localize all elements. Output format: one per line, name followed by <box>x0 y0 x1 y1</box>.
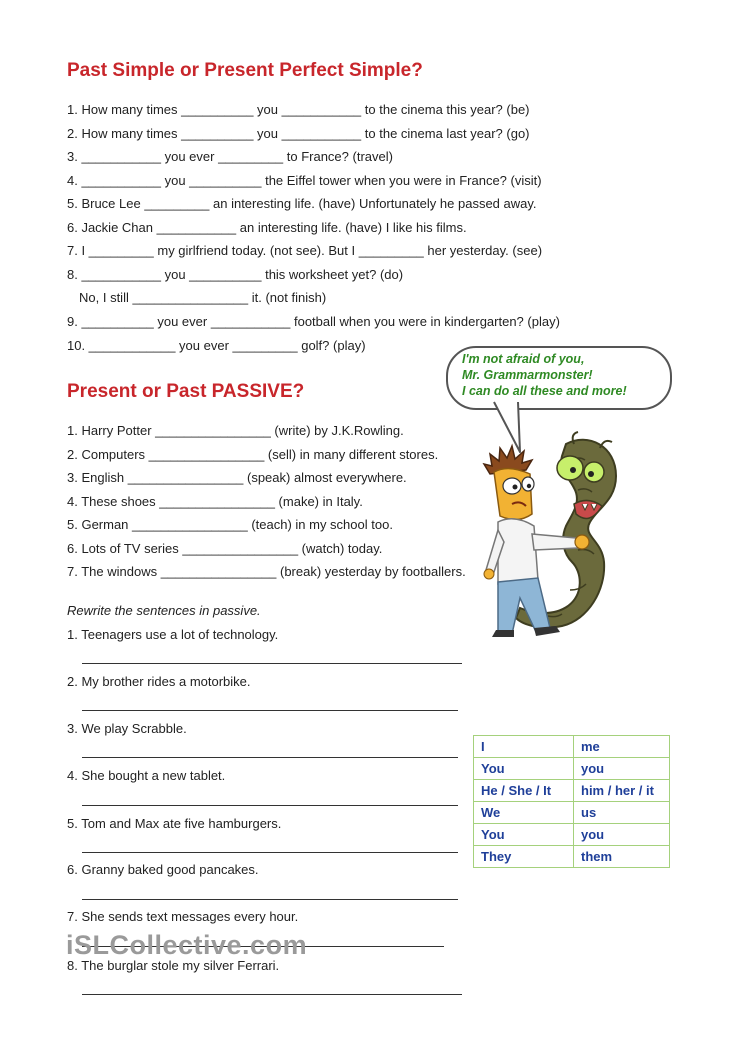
table-row <box>474 736 670 758</box>
exercise1-item: 3. ___________ you ever _________ to France? (travel) <box>67 149 393 164</box>
subject-pronoun: He / She / It <box>474 780 574 802</box>
exercise1-item: 2. How many times __________ you ___________ to the cinema last year? (go) <box>67 126 530 141</box>
exercise1-item: 4. ___________ you __________ the Eiffel tower when you were in France? (visit) <box>67 173 542 188</box>
rewrite-sentence: 5. Tom and Max ate five hamburgers. <box>67 816 282 831</box>
answer-line[interactable] <box>82 852 458 853</box>
speech-line: Mr. Grammarmonster! <box>462 368 593 382</box>
section2-title: Present or Past PASSIVE? <box>67 381 305 402</box>
exercise1-item: 5. Bruce Lee _________ an interesting life. (have) Unfortunately he passed away. <box>67 196 537 211</box>
exercise1-item: 8. ___________ you __________ this worksheet yet? (do) <box>67 267 404 282</box>
section1-title: Past Simple or Present Perfect Simple? <box>67 60 423 81</box>
table-row <box>474 780 670 802</box>
speech-line: I'm not afraid of you, <box>462 352 585 366</box>
table-row <box>474 758 670 780</box>
table-row <box>474 824 670 846</box>
exercise1-item: No, I still ________________ it. (not finish) <box>79 290 327 305</box>
speech-bubble-text <box>462 351 627 399</box>
speech-line: I can do all these and more! <box>462 384 627 398</box>
rewrite-sentence: 8. The burglar stole my silver Ferrari. <box>67 958 280 973</box>
object-pronoun: you <box>574 758 670 780</box>
rewrite-sentence: 2. My brother rides a motorbike. <box>67 674 251 689</box>
exercise2-item: 4. These shoes ________________ (make) in Italy. <box>67 494 363 509</box>
subject-pronoun: You <box>474 824 574 846</box>
exercise2-item: 5. German ________________ (teach) in my school too. <box>67 517 393 532</box>
table-row <box>474 846 670 868</box>
rewrite-sentence: 6. Granny baked good pancakes. <box>67 862 259 877</box>
subject-pronoun: I <box>474 736 574 758</box>
exercise1-item: 1. How many times __________ you ___________ to the cinema this year? (be) <box>67 102 530 117</box>
exercise1-item: 9. __________ you ever ___________ football when you were in kindergarten? (play) <box>67 314 560 329</box>
subject-pronoun: You <box>474 758 574 780</box>
exercise2-item: 1. Harry Potter ________________ (write) by J.K.Rowling. <box>67 423 404 438</box>
object-pronoun: him / her / it <box>574 780 670 802</box>
object-pronoun: you <box>574 824 670 846</box>
subject-pronoun: We <box>474 802 574 824</box>
object-pronoun: me <box>574 736 670 758</box>
exercise2-item: 7. The windows ________________ (break) yesterday by footballers. <box>67 564 466 579</box>
answer-line[interactable] <box>82 663 462 664</box>
exercise1-item: 6. Jackie Chan ___________ an interesting life. (have) I like his films. <box>67 220 467 235</box>
answer-line[interactable] <box>82 994 462 995</box>
watermark: iSLCollective.com <box>66 930 308 960</box>
answer-line[interactable] <box>82 805 458 806</box>
rewrite-sentence: 3. We play Scrabble. <box>67 721 187 736</box>
exercise2-item: 2. Computers ________________ (sell) in many different stores. <box>67 447 439 462</box>
rewrite-sentence: 4. She bought a new tablet. <box>67 768 226 783</box>
answer-line[interactable] <box>82 899 458 900</box>
exercise1-item: 10. ____________ you ever _________ golf? (play) <box>67 338 366 353</box>
exercise2-item: 6. Lots of TV series ________________ (watch) today. <box>67 541 383 556</box>
answer-line[interactable] <box>82 710 458 711</box>
object-pronoun: them <box>574 846 670 868</box>
rewrite-sentence: 7. She sends text messages every hour. <box>67 909 299 924</box>
exercise2-item: 3. English ________________ (speak) almost everywhere. <box>67 470 407 485</box>
answer-line[interactable] <box>82 757 458 758</box>
cartoon-illustration <box>478 430 623 645</box>
rewrite-instruction: Rewrite the sentences in passive. <box>67 603 261 618</box>
object-pronoun: us <box>574 802 670 824</box>
pronoun-table <box>473 735 670 868</box>
subject-pronoun: They <box>474 846 574 868</box>
rewrite-sentence: 1. Teenagers use a lot of technology. <box>67 627 279 642</box>
table-row <box>474 802 670 824</box>
exercise1-item: 7. I _________ my girlfriend today. (not see). But I _________ her yesterday. (see) <box>67 243 543 258</box>
